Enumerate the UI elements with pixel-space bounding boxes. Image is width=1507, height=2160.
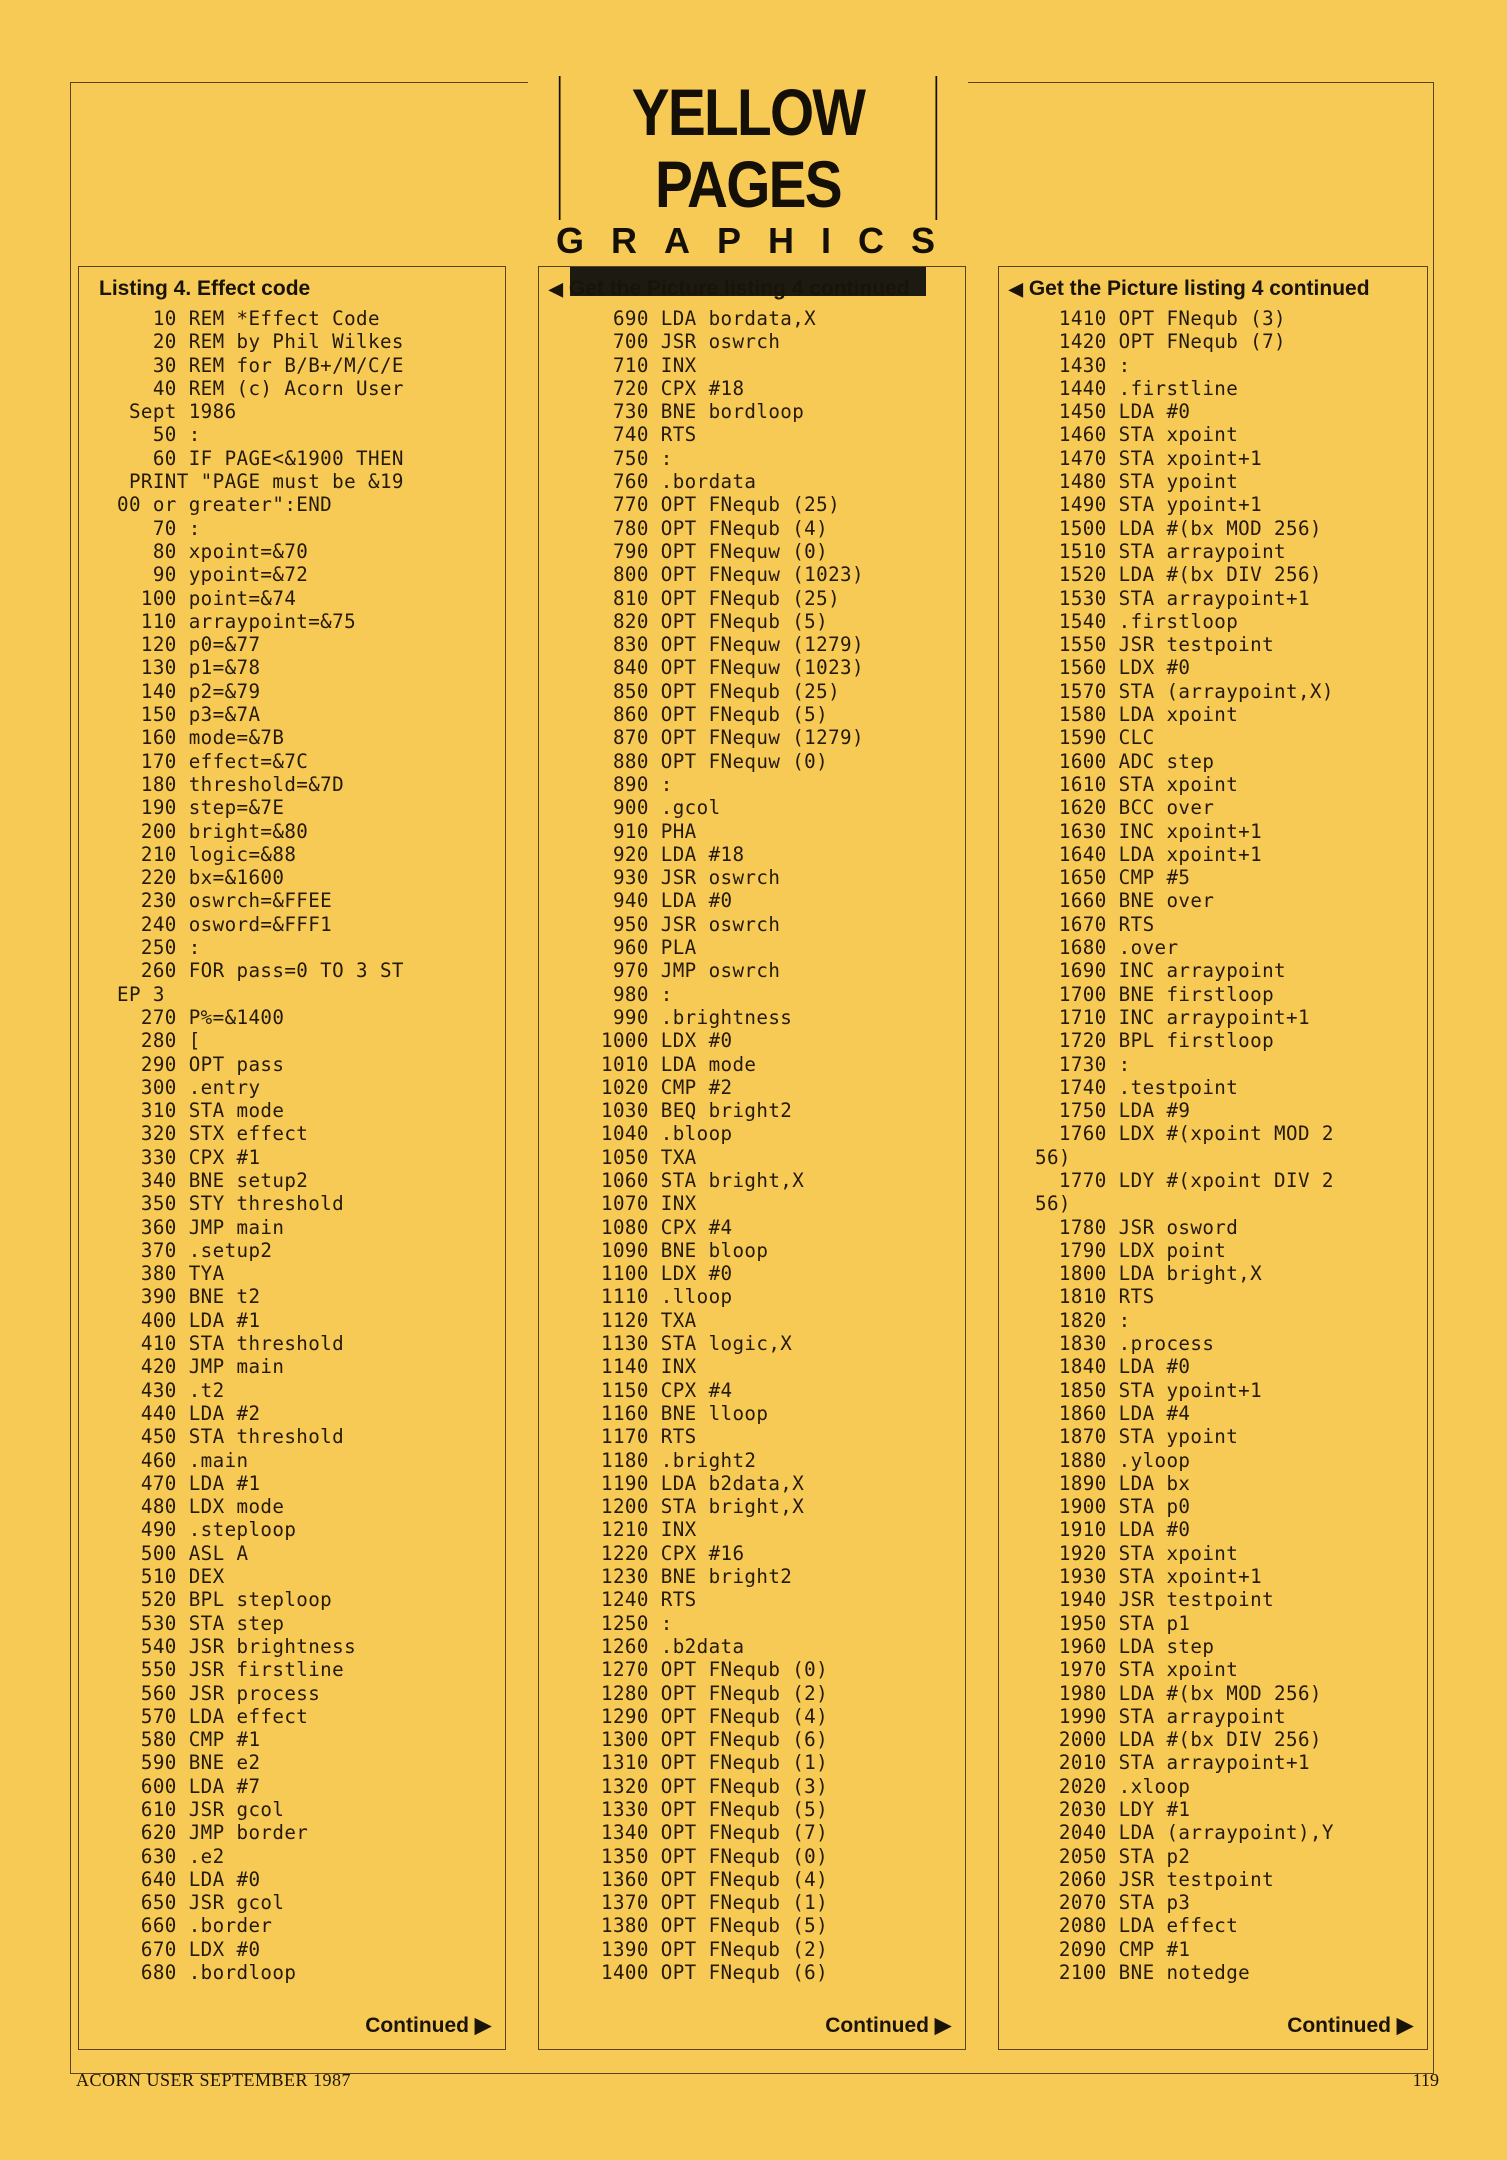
code-line: 1050 TXA [601, 1145, 697, 1169]
code-line: 1210 INX [601, 1518, 697, 1542]
code-line: 730 BNE bordloop [601, 400, 805, 424]
code-line: 1600 ADC step [1035, 749, 1215, 773]
code-line: 1590 CLC [1035, 726, 1155, 750]
code-line: Sept 1986 [117, 400, 237, 424]
code-line: 1060 STA bright,X [601, 1168, 805, 1192]
code-line: 10 REM *Effect Code [117, 307, 380, 330]
masthead [528, 72, 968, 261]
code-line: 1520 LDA #(bx DIV 256) [1035, 563, 1322, 587]
code-line: 1170 RTS [601, 1425, 697, 1449]
column-title-text: Get the Picture listing 4 continued [1028, 277, 1370, 300]
code-line: 1230 BNE bright2 [601, 1565, 793, 1589]
code-line: 1910 LDA #0 [1035, 1518, 1191, 1542]
code-line: 540 JSR brightness [117, 1634, 357, 1658]
code-line: 1490 STA ypoint+1 [1035, 493, 1263, 517]
code-line: 820 OPT FNequb (5) [601, 609, 829, 633]
code-line: 1390 OPT FNequb (2) [601, 1937, 829, 1961]
code-line: 2080 LDA effect [1035, 1914, 1239, 1938]
code-line: 1640 LDA xpoint+1 [1035, 842, 1263, 866]
code-line: 330 CPX #1 [117, 1145, 261, 1169]
code-line: 1710 INC arraypoint+1 [1035, 1005, 1310, 1029]
code-line: 1530 STA arraypoint+1 [1035, 586, 1310, 610]
code-line: 1670 RTS [1035, 912, 1155, 936]
code-line: 1200 STA bright,X [601, 1495, 805, 1519]
code-line: 990 .brightness [601, 1005, 793, 1029]
code-line: 470 LDA #1 [117, 1471, 261, 1495]
code-line: 1070 INX [601, 1192, 697, 1216]
code-listing [601, 307, 864, 1984]
right-arrow-icon: ▶ [934, 2014, 951, 2037]
code-line: 50 : [117, 423, 201, 447]
code-line: 1280 OPT FNequb (2) [601, 1681, 829, 1705]
code-line: 190 step=&7E [117, 796, 285, 820]
code-line: 1610 STA xpoint [1035, 772, 1239, 796]
code-line: 880 OPT FNequw (0) [601, 749, 829, 773]
code-line: 210 logic=&88 [117, 842, 297, 866]
code-line: 1460 STA xpoint [1035, 423, 1239, 447]
code-line: 970 JMP oswrch [601, 959, 781, 983]
code-line: 1930 STA xpoint+1 [1035, 1565, 1263, 1589]
code-line: 700 JSR oswrch [601, 330, 781, 354]
code-listing [117, 307, 404, 1984]
code-line: 260 FOR pass=0 TO 3 ST [117, 959, 404, 983]
code-line: 1360 OPT FNequb (4) [601, 1867, 829, 1891]
code-line: 2000 LDA #(bx DIV 256) [1035, 1728, 1322, 1752]
code-line: 380 TYA [117, 1262, 225, 1286]
code-line: 940 LDA #0 [601, 889, 733, 913]
code-line: 1790 LDX point [1035, 1238, 1227, 1262]
code-line: 1400 OPT FNequb (6) [601, 1961, 829, 1985]
code-line: 910 PHA [601, 819, 697, 843]
code-line: 1440 .firstline [1035, 376, 1239, 400]
code-line: 200 bright=&80 [117, 819, 309, 843]
code-line: 650 JSR gcol [117, 1891, 285, 1915]
code-line: 1650 CMP #5 [1035, 866, 1191, 890]
code-line: 1780 JSR osword [1035, 1215, 1239, 1239]
code-line: 40 REM (c) Acorn User [117, 376, 404, 400]
code-line: 670 LDX #0 [117, 1937, 261, 1961]
code-line: 520 BPL steploop [117, 1588, 333, 1612]
code-line: 1010 LDA mode [601, 1052, 757, 1076]
code-line: 2090 CMP #1 [1035, 1937, 1191, 1961]
code-line: 340 BNE setup2 [117, 1168, 309, 1192]
code-line: PRINT "PAGE must be &19 [117, 470, 404, 494]
code-line: 1750 LDA #9 [1035, 1099, 1191, 1123]
code-line: 56) [1035, 1192, 1071, 1216]
code-line: 1300 OPT FNequb (6) [601, 1728, 829, 1752]
code-line: 560 JSR process [117, 1681, 321, 1705]
code-line: 750 : [601, 446, 673, 470]
code-line: 690 LDA bordata,X [601, 307, 817, 330]
code-line: 1020 CMP #2 [601, 1075, 733, 1099]
code-line: 390 BNE t2 [117, 1285, 261, 1309]
code-line: 1450 LDA #0 [1035, 400, 1191, 424]
code-line: 1570 STA (arraypoint,X) [1035, 679, 1334, 703]
code-line: 930 JSR oswrch [601, 866, 781, 890]
code-line: 490 .steploop [117, 1518, 297, 1542]
code-line: 440 LDA #2 [117, 1401, 261, 1425]
code-line: 640 LDA #0 [117, 1867, 261, 1891]
code-line: 30 REM for B/B+/M/C/E [117, 353, 404, 377]
code-line: 1730 : [1035, 1052, 1131, 1076]
code-line: 150 p3=&7A [117, 703, 261, 727]
code-line: 290 OPT pass [117, 1052, 285, 1076]
code-line: 680 .bordloop [117, 1961, 297, 1985]
code-line: 1180 .bright2 [601, 1448, 757, 1472]
code-line: 600 LDA #7 [117, 1774, 261, 1798]
code-line: 920 LDA #18 [601, 842, 745, 866]
code-line: 2030 LDY #1 [1035, 1798, 1191, 1821]
masthead-subtitle: GRAPHICS [555, 220, 963, 261]
code-line: 1660 BNE over [1035, 889, 1215, 913]
code-line: 770 OPT FNequb (25) [601, 493, 841, 517]
continued-label [1287, 2013, 1413, 2039]
code-line: 1760 LDX #(xpoint MOD 2 [1035, 1122, 1334, 1146]
code-line: 1080 CPX #4 [601, 1215, 733, 1239]
code-line: 1500 LDA #(bx MOD 256) [1035, 516, 1322, 540]
continued-text: Continued [365, 2014, 469, 2037]
code-line: 1270 OPT FNequb (0) [601, 1658, 829, 1682]
code-line: 110 arraypoint=&75 [117, 609, 357, 633]
code-line: 1220 CPX #16 [601, 1541, 745, 1565]
page-number: 119 [1412, 2070, 1439, 2090]
code-line: 250 : [117, 936, 201, 960]
code-line: 1260 .b2data [601, 1634, 745, 1658]
code-line: 370 .setup2 [117, 1238, 273, 1262]
column-title [539, 275, 965, 303]
code-line: 1160 BNE lloop [601, 1401, 769, 1425]
code-line: 1870 STA ypoint [1035, 1425, 1239, 1449]
code-line: 1250 : [601, 1611, 673, 1635]
column-title-text: Get the Picture listing 4 continued [568, 277, 910, 300]
code-line: 20 REM by Phil Wilkes [117, 330, 404, 354]
code-line: 1150 CPX #4 [601, 1378, 733, 1402]
code-line: 270 P%=&1400 [117, 1005, 285, 1029]
code-line: 710 INX [601, 353, 697, 377]
code-line: 660 .border [117, 1914, 273, 1938]
code-line: 1110 .lloop [601, 1285, 733, 1309]
code-line: 100 point=&74 [117, 586, 297, 610]
code-line: 950 JSR oswrch [601, 912, 781, 936]
code-line: 1630 INC xpoint+1 [1035, 819, 1263, 843]
code-line: 1820 : [1035, 1308, 1131, 1332]
code-line: 1140 INX [601, 1355, 697, 1379]
code-line: 230 oswrch=&FFEE [117, 889, 333, 913]
code-line: 90 ypoint=&72 [117, 563, 309, 587]
code-line: 1940 JSR testpoint [1035, 1588, 1275, 1612]
code-line: 1100 LDX #0 [601, 1262, 733, 1286]
code-line: 240 osword=&FFF1 [117, 912, 333, 936]
code-line: 720 CPX #18 [601, 376, 745, 400]
code-line: 1120 TXA [601, 1308, 697, 1332]
code-line: 120 p0=&77 [117, 633, 261, 657]
code-line: 900 .gcol [601, 796, 721, 820]
code-line: 2010 STA arraypoint+1 [1035, 1751, 1310, 1775]
code-line: 830 OPT FNequw (1279) [601, 633, 864, 657]
code-line: 740 RTS [601, 423, 697, 447]
code-line: 320 STX effect [117, 1122, 309, 1146]
code-line: 960 PLA [601, 936, 697, 960]
code-line: 2020 .xloop [1035, 1774, 1191, 1798]
code-line: 1880 .yloop [1035, 1448, 1191, 1472]
code-line: 130 p1=&78 [117, 656, 261, 680]
code-line: 410 STA threshold [117, 1332, 345, 1356]
code-line: 530 STA step [117, 1611, 285, 1635]
code-line: 400 LDA #1 [117, 1308, 261, 1332]
column-title-text: Listing 4. Effect code [99, 277, 311, 300]
code-line: 610 JSR gcol [117, 1798, 285, 1821]
code-line: 790 OPT FNequw (0) [601, 539, 829, 563]
code-line: 220 bx=&1600 [117, 866, 285, 890]
code-line: 550 JSR firstline [117, 1658, 345, 1682]
code-line: 160 mode=&7B [117, 726, 285, 750]
continued-text: Continued [1287, 2014, 1391, 2037]
code-line: 1470 STA xpoint+1 [1035, 446, 1263, 470]
code-line: 620 JMP border [117, 1821, 309, 1845]
right-arrow-icon: ▶ [474, 2014, 491, 2037]
masthead-title: YELLOW PAGES [559, 76, 937, 220]
code-line: 170 effect=&7C [117, 749, 309, 773]
code-line: 1240 RTS [601, 1588, 697, 1612]
code-line: 1040 .bloop [601, 1122, 733, 1146]
code-line: 56) [1035, 1145, 1071, 1169]
right-arrow-icon: ▶ [1396, 2014, 1413, 2037]
code-line: 1000 LDX #0 [601, 1029, 733, 1053]
code-line: 860 OPT FNequb (5) [601, 703, 829, 727]
code-line: 60 IF PAGE<&1900 THEN [117, 446, 404, 470]
code-line: 1370 OPT FNequb (1) [601, 1891, 829, 1915]
code-line: 1420 OPT FNequb (7) [1035, 330, 1286, 354]
code-line: 140 p2=&79 [117, 679, 261, 703]
code-line: 360 JMP main [117, 1215, 285, 1239]
code-line: 460 .main [117, 1448, 249, 1472]
code-line: 1720 BPL firstloop [1035, 1029, 1275, 1053]
code-line: 450 STA threshold [117, 1425, 345, 1449]
code-line: 570 LDA effect [117, 1704, 309, 1728]
code-line: 2100 BNE notedge [1035, 1961, 1251, 1985]
code-line: 1810 RTS [1035, 1285, 1155, 1309]
listing-column-2 [538, 266, 966, 2050]
code-line: 980 : [601, 982, 673, 1006]
code-line: 510 DEX [117, 1565, 225, 1589]
code-line: 1430 : [1035, 353, 1131, 377]
code-line: 1540 .firstloop [1035, 609, 1239, 633]
code-line: 1620 BCC over [1035, 796, 1215, 820]
code-line: 870 OPT FNequw (1279) [601, 726, 864, 750]
column-title [999, 275, 1427, 303]
code-line: 1560 LDX #0 [1035, 656, 1191, 680]
code-line: 1740 .testpoint [1035, 1075, 1239, 1099]
code-line: 1990 STA arraypoint [1035, 1704, 1286, 1728]
code-line: 1770 LDY #(xpoint DIV 2 [1035, 1168, 1334, 1192]
code-line: 280 [ [117, 1029, 201, 1053]
code-line: 420 JMP main [117, 1355, 285, 1379]
code-line: 70 : [117, 516, 201, 540]
code-line: 1950 STA p1 [1035, 1611, 1191, 1635]
code-line: 1410 OPT FNequb (3) [1035, 307, 1286, 330]
code-line: 1580 LDA xpoint [1035, 703, 1239, 727]
code-line: 1380 OPT FNequb (5) [601, 1914, 829, 1938]
code-line: 1980 LDA #(bx MOD 256) [1035, 1681, 1322, 1705]
code-line: 1480 STA ypoint [1035, 470, 1239, 494]
code-line: 1510 STA arraypoint [1035, 539, 1286, 563]
code-line: 850 OPT FNequb (25) [601, 679, 841, 703]
left-arrow-icon: ◀ [549, 279, 563, 299]
code-line: 1030 BEQ bright2 [601, 1099, 793, 1123]
code-line: 1290 OPT FNequb (4) [601, 1704, 829, 1728]
code-line: 1920 STA xpoint [1035, 1541, 1239, 1565]
code-line: 800 OPT FNequw (1023) [601, 563, 864, 587]
code-line: 890 : [601, 772, 673, 796]
code-line: 2070 STA p3 [1035, 1891, 1191, 1915]
code-line: 2060 JSR testpoint [1035, 1867, 1275, 1891]
footer-publication: ACORN USER SEPTEMBER 1987 [76, 2070, 352, 2090]
code-listing [1035, 307, 1334, 1984]
code-line: 1190 LDA b2data,X [601, 1471, 805, 1495]
code-line: 1970 STA xpoint [1035, 1658, 1239, 1682]
code-line: 1320 OPT FNequb (3) [601, 1774, 829, 1798]
code-line: 1340 OPT FNequb (7) [601, 1821, 829, 1845]
code-line: 1850 STA ypoint+1 [1035, 1378, 1263, 1402]
code-line: 1960 LDA step [1035, 1634, 1215, 1658]
code-line: 480 LDX mode [117, 1495, 285, 1519]
code-line: 300 .entry [117, 1075, 261, 1099]
code-line: 1130 STA logic,X [601, 1332, 793, 1356]
code-line: 1330 OPT FNequb (5) [601, 1798, 829, 1821]
listing-column-1 [78, 266, 506, 2050]
code-line: 1090 BNE bloop [601, 1238, 769, 1262]
code-line: 1890 LDA bx [1035, 1471, 1191, 1495]
left-arrow-icon: ◀ [1009, 279, 1023, 299]
column-title [79, 275, 505, 303]
code-line: 310 STA mode [117, 1099, 285, 1123]
code-line: 500 ASL A [117, 1541, 249, 1565]
continued-label [825, 2013, 951, 2039]
code-line: 350 STY threshold [117, 1192, 345, 1216]
code-line: 760 .bordata [601, 470, 757, 494]
code-line: 1550 JSR testpoint [1035, 633, 1275, 657]
listing-column-3 [998, 266, 1428, 2050]
code-line: 180 threshold=&7D [117, 772, 345, 796]
code-line: 630 .e2 [117, 1844, 225, 1868]
code-line: 840 OPT FNequw (1023) [601, 656, 864, 680]
code-line: 1350 OPT FNequb (0) [601, 1844, 829, 1868]
code-line: 2040 LDA (arraypoint),Y [1035, 1821, 1334, 1845]
code-line: 1680 .over [1035, 936, 1179, 960]
code-line: 00 or greater":END [117, 493, 333, 517]
code-line: 2050 STA p2 [1035, 1844, 1191, 1868]
code-line: 430 .t2 [117, 1378, 225, 1402]
code-line: 580 CMP #1 [117, 1728, 261, 1752]
continued-label [365, 2013, 491, 2039]
code-line: 590 BNE e2 [117, 1751, 261, 1775]
code-line: 1900 STA p0 [1035, 1495, 1191, 1519]
code-line: 1830 .process [1035, 1332, 1215, 1356]
code-line: 1860 LDA #4 [1035, 1401, 1191, 1425]
code-line: 1690 INC arraypoint [1035, 959, 1286, 983]
continued-text: Continued [825, 2014, 929, 2037]
code-line: 1800 LDA bright,X [1035, 1262, 1263, 1286]
code-line: 810 OPT FNequb (25) [601, 586, 841, 610]
code-line: 80 xpoint=&70 [117, 539, 309, 563]
code-line: 1310 OPT FNequb (1) [601, 1751, 829, 1775]
code-line: EP 3 [117, 982, 165, 1006]
code-line: 1700 BNE firstloop [1035, 982, 1275, 1006]
code-line: 1840 LDA #0 [1035, 1355, 1191, 1379]
code-line: 780 OPT FNequb (4) [601, 516, 829, 540]
